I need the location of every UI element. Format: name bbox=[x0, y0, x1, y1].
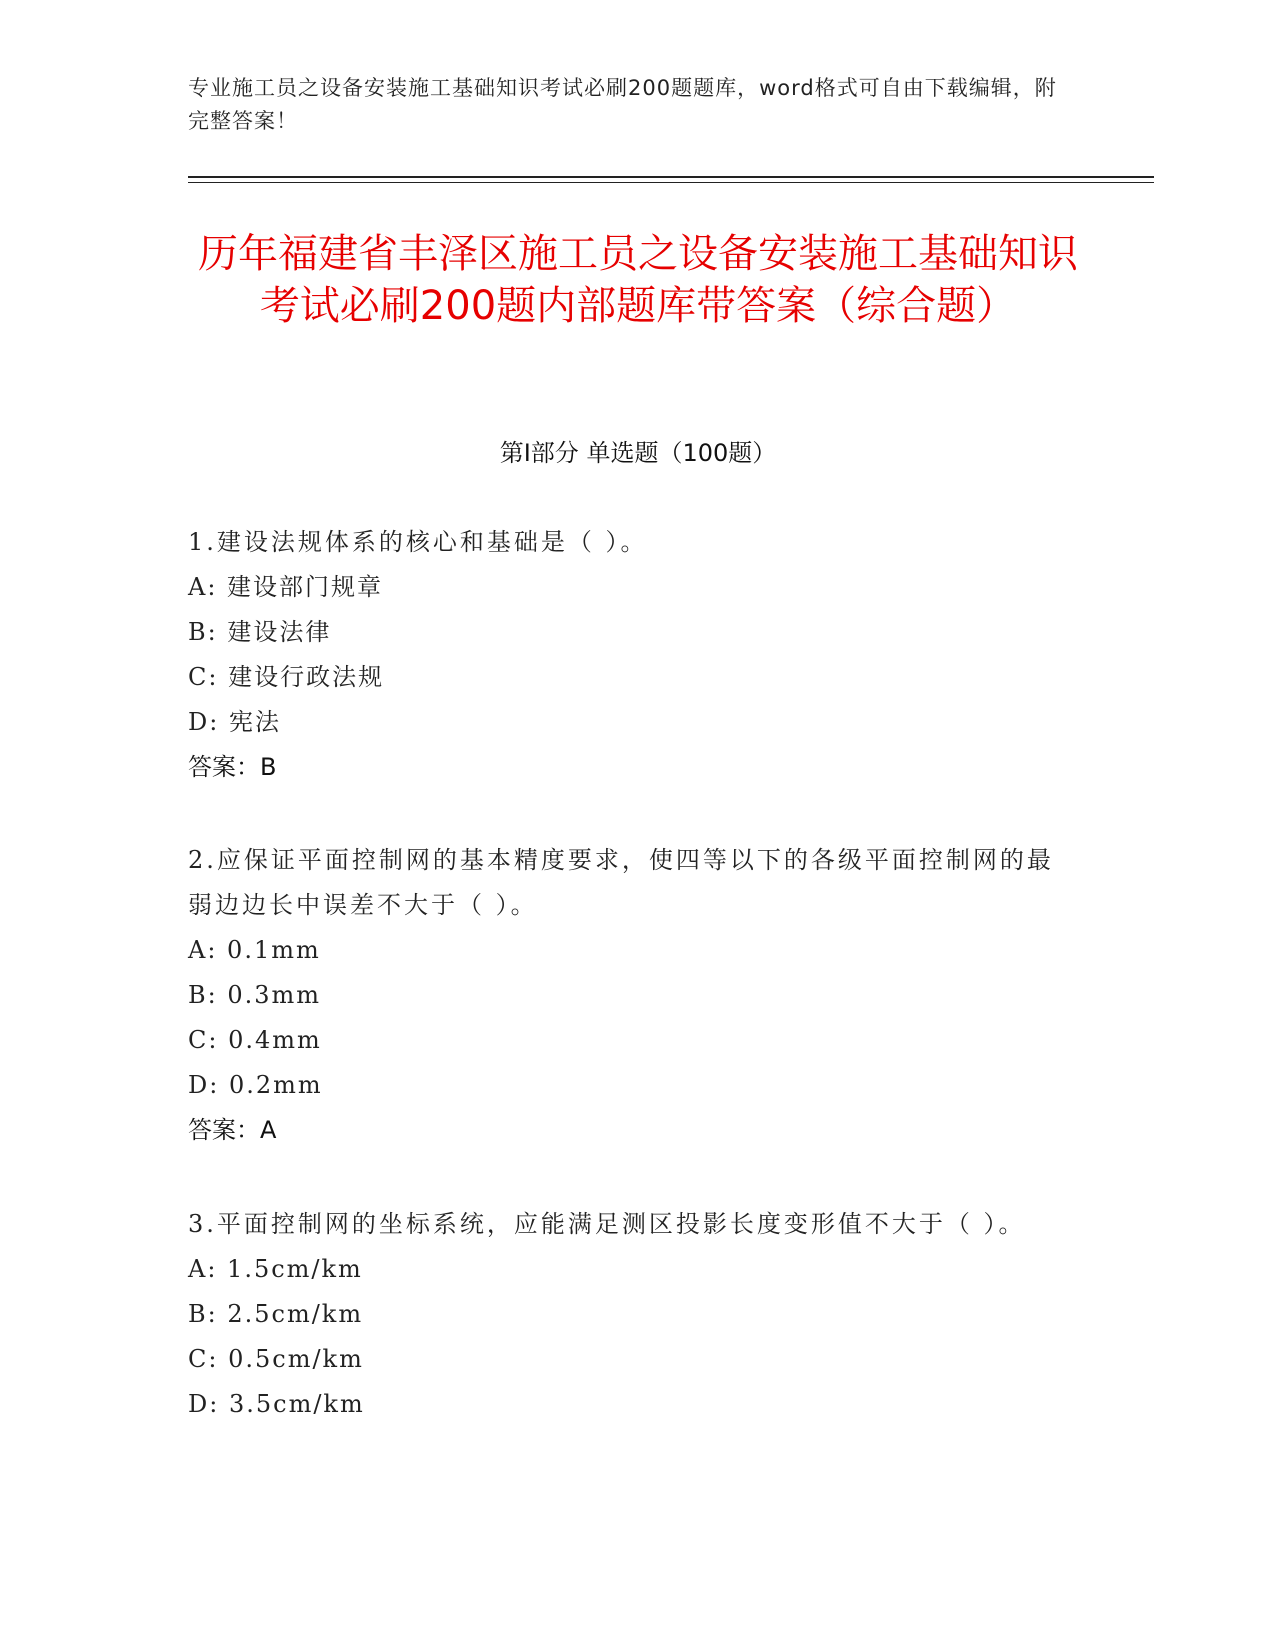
answer-line: 答案：A bbox=[188, 1116, 277, 1144]
document-title: 历年福建省丰泽区施工员之设备安装施工基础知识考试必刷200题内部题库带答案（综合题） bbox=[198, 231, 1078, 329]
option-a: A: 建设部门规章 bbox=[188, 573, 384, 601]
option-a: A: 1.5cm/km bbox=[188, 1255, 363, 1283]
option-d: D: 3.5cm/km bbox=[188, 1390, 365, 1418]
section-title: 第Ⅰ部分 单选题（100题） bbox=[499, 439, 777, 467]
header-divider-thin bbox=[188, 182, 1154, 183]
question-block bbox=[188, 520, 1068, 790]
option-b: B: 2.5cm/km bbox=[188, 1300, 364, 1328]
option-d: D: 0.2mm bbox=[188, 1071, 323, 1099]
option-d: D: 宪法 bbox=[188, 708, 281, 736]
question-stem: 1.建设法规体系的核心和基础是（ ）。 bbox=[188, 528, 648, 556]
answer-line: 答案：B bbox=[188, 753, 277, 781]
option-b: B: 0.3mm bbox=[188, 981, 322, 1009]
option-c: C: 0.5cm/km bbox=[188, 1345, 364, 1373]
question-block bbox=[188, 838, 1068, 1153]
option-b: B: 建设法律 bbox=[188, 618, 332, 646]
option-c: C: 建设行政法规 bbox=[188, 663, 385, 691]
header-divider-thick bbox=[188, 176, 1154, 178]
question-block bbox=[188, 1202, 1068, 1427]
header-note: 专业施工员之设备安装施工基础知识考试必刷200题题库，word格式可自由下载编辑，附完整答案！ bbox=[188, 76, 1057, 133]
question-stem: 3.平面控制网的坐标系统，应能满足测区投影长度变形值不大于（ ）。 bbox=[188, 1210, 1026, 1238]
question-stem: 2.应保证平面控制网的基本精度要求，使四等以下的各级平面控制网的最弱边边长中误差不大于（ ）。 bbox=[188, 846, 1054, 919]
option-a: A: 0.1mm bbox=[188, 936, 321, 964]
option-c: C: 0.4mm bbox=[188, 1026, 322, 1054]
